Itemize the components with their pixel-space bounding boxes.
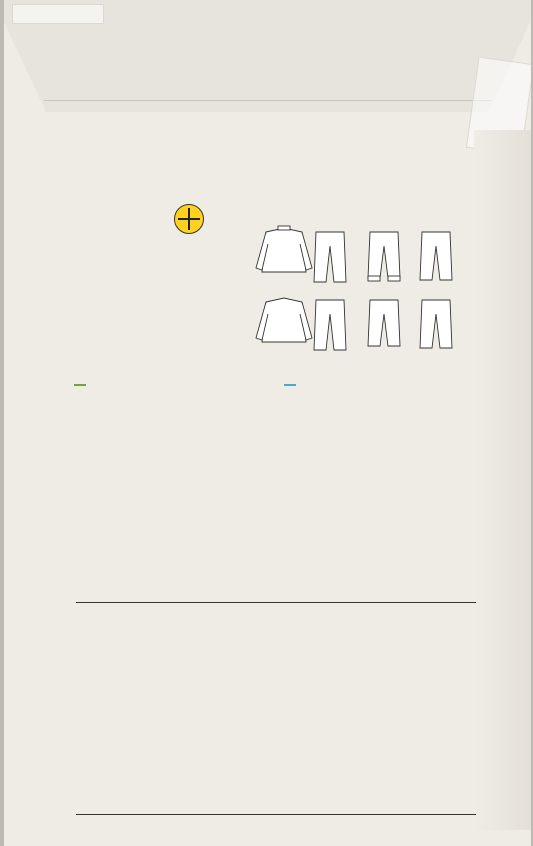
pants-c-front-drawing: [420, 232, 452, 280]
pants-b-front-drawing: [368, 232, 400, 281]
english-description: [74, 378, 284, 410]
price-row: [88, 225, 126, 238]
pants-c-back-drawing: [420, 300, 452, 348]
price-row: [88, 188, 126, 212]
envelope-side-shadow: [474, 130, 531, 830]
price-row: [88, 212, 126, 225]
pants-b-back-drawing: [368, 300, 400, 346]
pants-a-back-drawing: [314, 300, 346, 350]
pants-a-front-drawing: [314, 232, 346, 282]
difficulty-badge-fr: [284, 384, 296, 386]
pattern-number: [8, 152, 38, 252]
table-divider: [76, 602, 476, 603]
registration-target-icon: [174, 204, 204, 234]
price-row: [88, 251, 126, 264]
flap-fold-line: [44, 100, 491, 115]
tape-strip: [12, 4, 104, 24]
technical-drawings: [254, 224, 464, 364]
top-back-drawing: [256, 298, 312, 342]
envelope-back: [4, 0, 531, 846]
difficulty-badge: [74, 384, 86, 386]
price-list: [88, 188, 126, 264]
french-description: [284, 378, 474, 410]
price-row: [88, 238, 126, 251]
top-front-drawing: [256, 226, 312, 272]
table-divider: [76, 814, 476, 815]
